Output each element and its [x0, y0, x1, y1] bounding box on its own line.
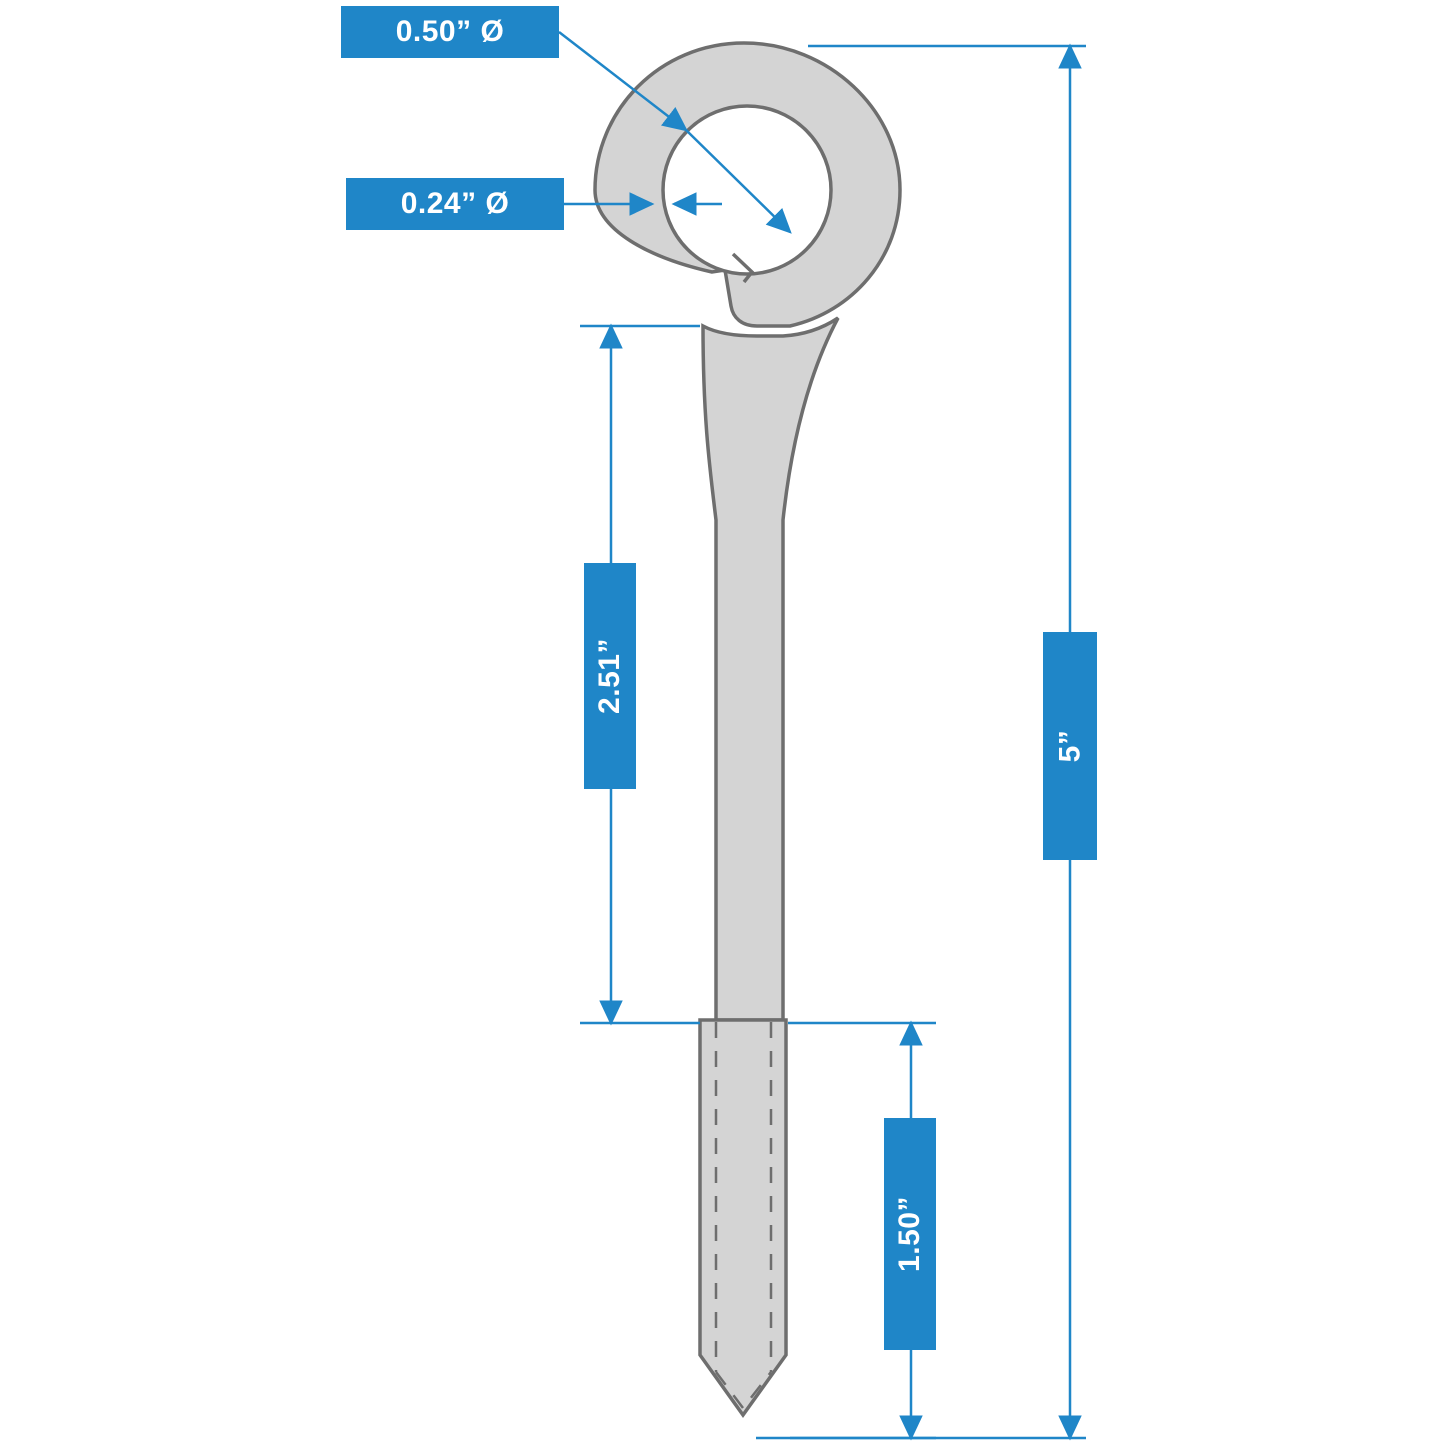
dimension-label-eye-diameter: 0.50” Ø	[341, 6, 559, 58]
eye-bolt-body	[595, 43, 900, 1415]
dimension-label-thread-length-text: 1.50”	[893, 1196, 927, 1272]
shank	[703, 318, 838, 1020]
threaded-point	[700, 1020, 786, 1415]
dimension-label-overall-length	[1043, 632, 1097, 860]
dimension-label-shank-length	[584, 563, 636, 789]
dimension-label-overall-length-text: 5”	[1053, 729, 1086, 763]
dimension-label-thread-length	[884, 1118, 936, 1350]
dimension-label-shank-diameter: 0.24” Ø	[346, 178, 564, 230]
dimension-label-shank-length-text: 2.51”	[593, 638, 627, 714]
